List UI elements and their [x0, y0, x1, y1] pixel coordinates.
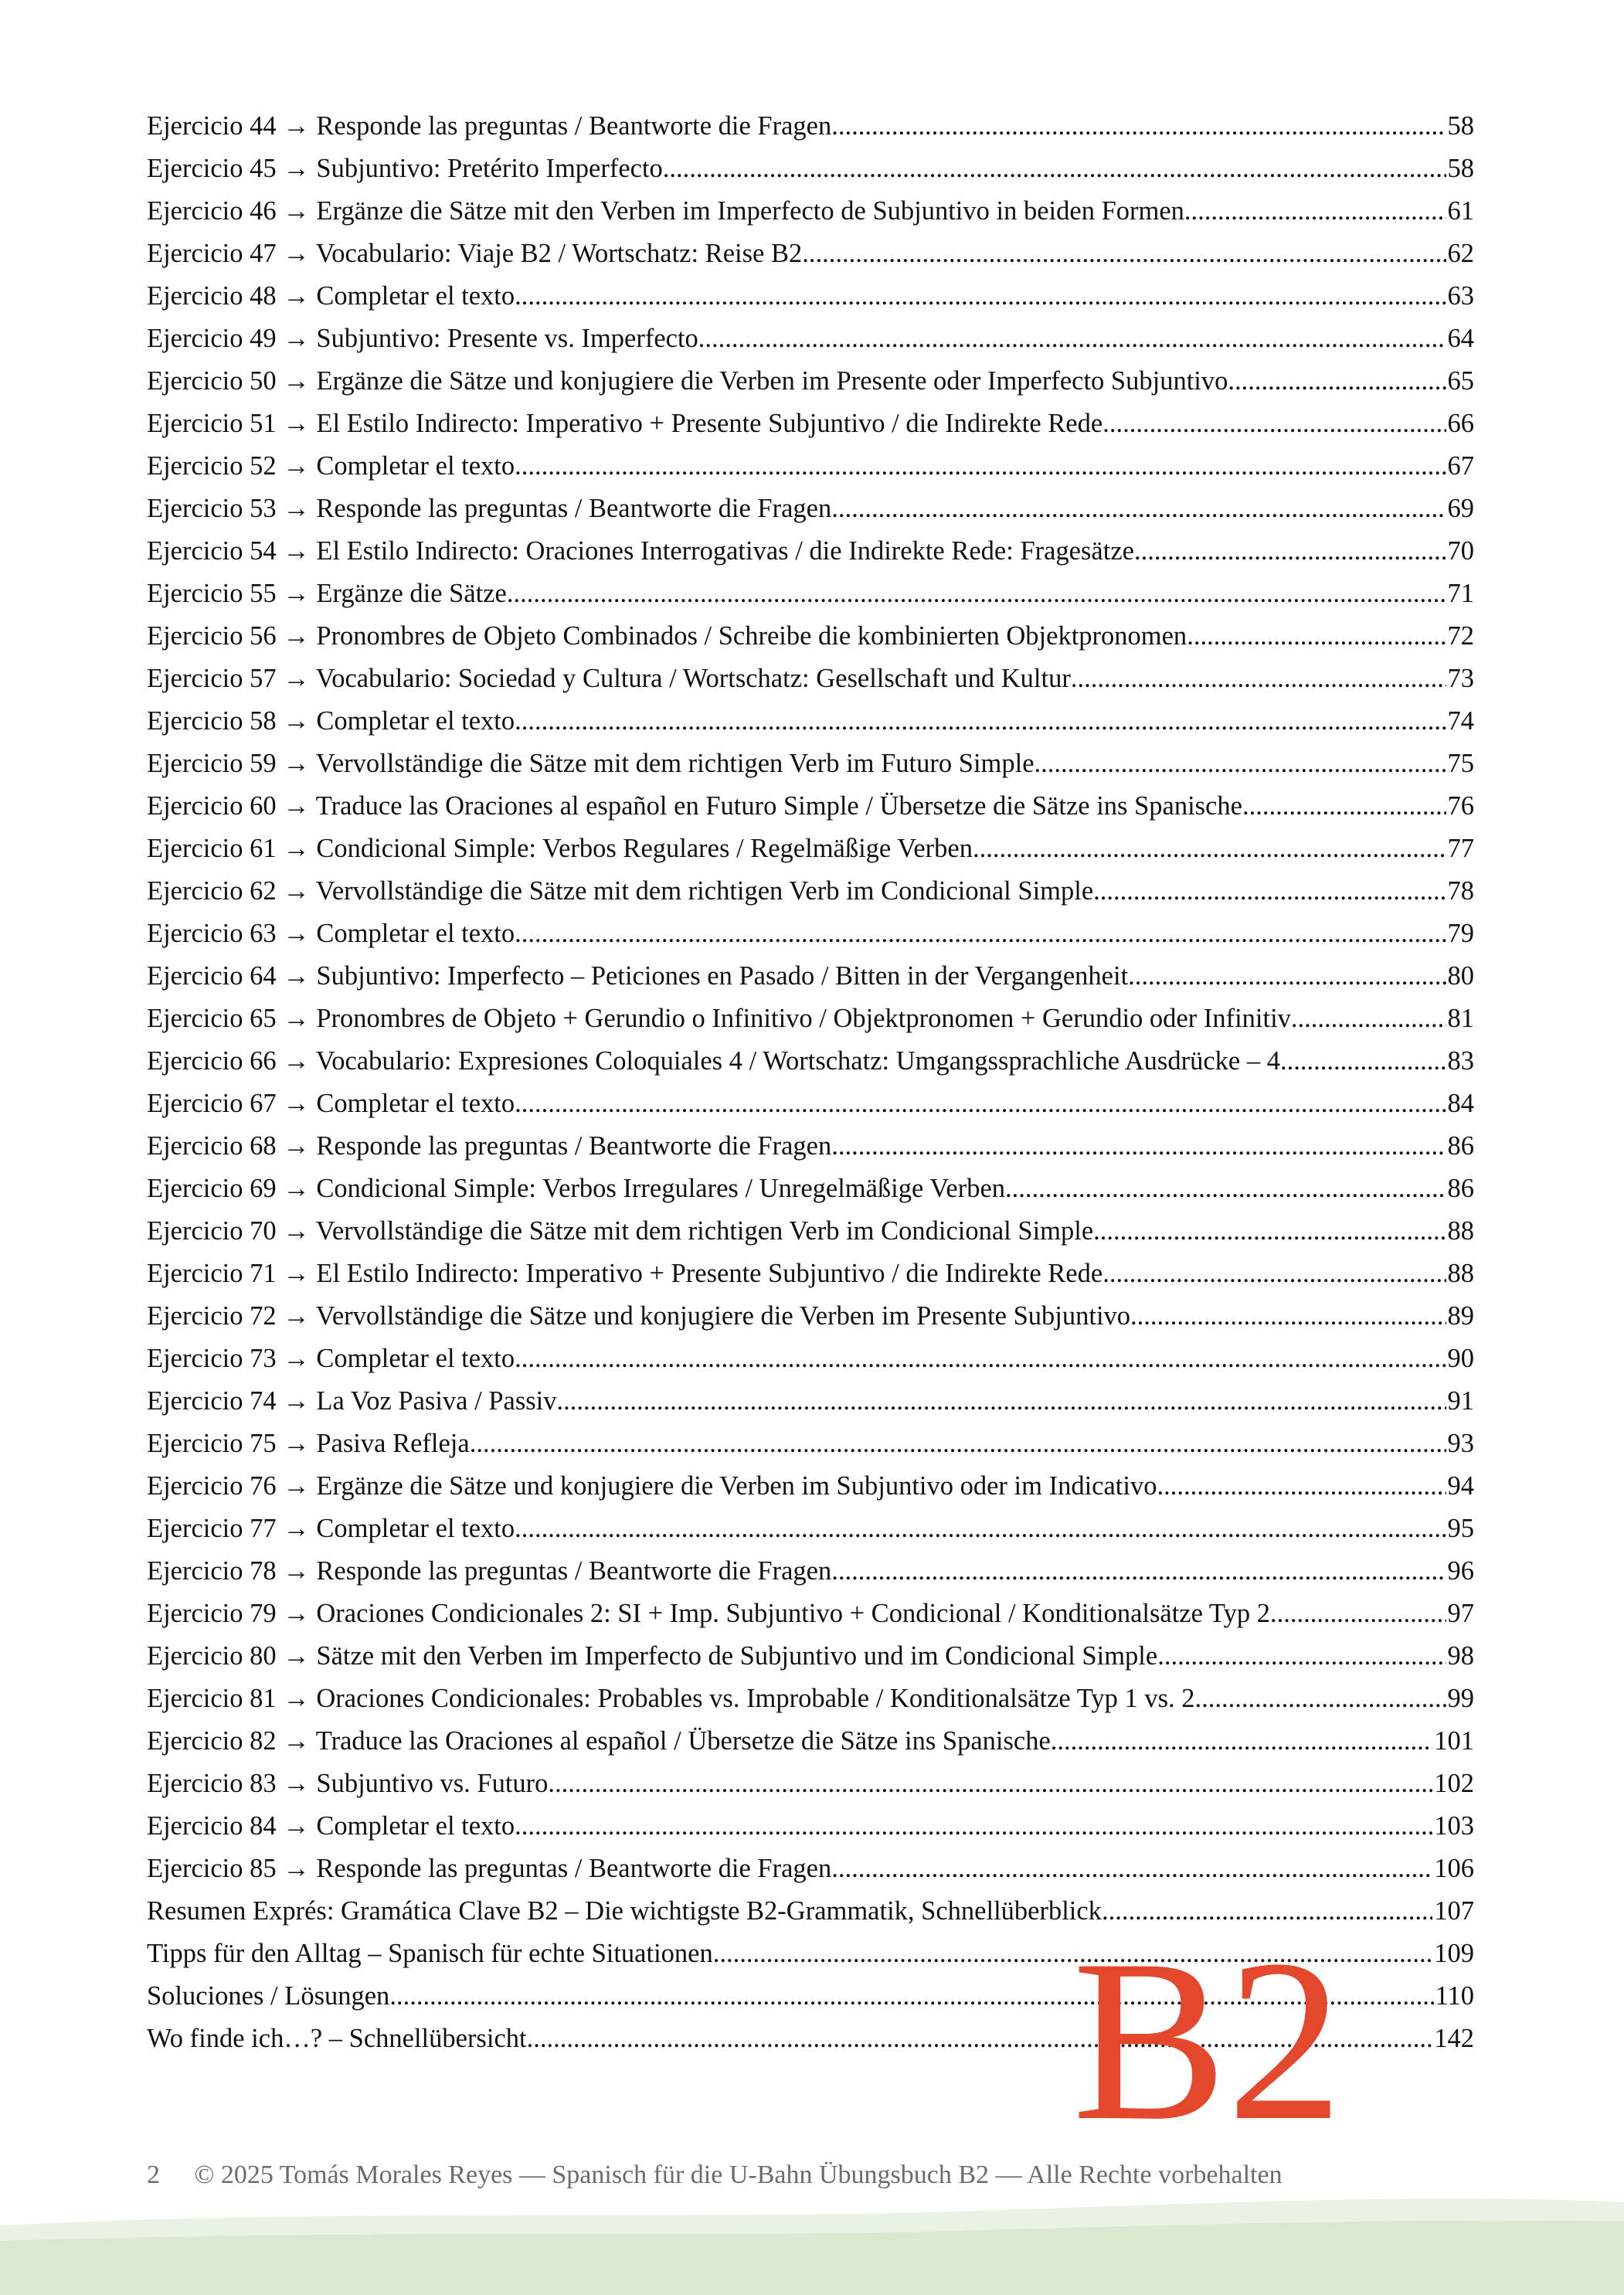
toc-leader-dots — [1093, 1210, 1446, 1253]
toc-entry-title: Ejercicio 76 → Ergänze die Sätze und konjugiere die Verben im Subjuntivo oder im Indicativo — [147, 1471, 1157, 1501]
toc-leader-dots — [515, 913, 1446, 955]
toc-entry[interactable] — [147, 1593, 1474, 1635]
toc-entry-page: 73 — [1447, 664, 1474, 693]
toc-entry-page: 74 — [1447, 706, 1474, 736]
toc-entry[interactable] — [147, 1465, 1474, 1508]
toc-entry-title: Resumen Exprés: Gramática Clave B2 – Die wichtigste B2-Grammatik, Schnellüberblick — [147, 1896, 1102, 1926]
toc-entry[interactable] — [147, 1125, 1474, 1168]
toc-entry-page: 72 — [1447, 621, 1474, 651]
toc-entry[interactable] — [147, 785, 1474, 828]
toc-leader-dots — [1228, 360, 1446, 403]
toc-entry-title: Ejercicio 52 → Completar el texto — [147, 451, 515, 481]
toc-entry-title: Ejercicio 84 → Completar el texto — [147, 1811, 515, 1841]
toc-entry[interactable] — [147, 658, 1474, 700]
toc-entry-title: Ejercicio 73 → Completar el texto — [147, 1344, 515, 1373]
footer-page-number: 2 — [147, 2161, 160, 2189]
toc-leader-dots — [515, 1083, 1446, 1125]
toc-entry-page: 86 — [1447, 1174, 1474, 1203]
toc-leader-dots — [1280, 1040, 1446, 1083]
footer-copyright: © 2025 Tomás Morales Reyes — Spanisch für die U-Bahn Übungsbuch B2 — Alle Rechte vorbehalten — [194, 2161, 1283, 2189]
toc-entry[interactable] — [147, 1635, 1474, 1678]
toc-entry-page: 88 — [1447, 1216, 1474, 1246]
toc-entry-title: Ejercicio 46 → Ergänze die Sätze mit den Verben im Imperfecto de Subjuntivo in beiden Formen — [147, 196, 1184, 226]
toc-entry-title: Ejercicio 61 → Condicional Simple: Verbos Regulares / Regelmäßige Verben — [147, 834, 973, 863]
toc-entry[interactable] — [147, 1423, 1474, 1465]
toc-entry-title: Ejercicio 64 → Subjuntivo: Imperfecto – Peticiones en Pasado / Bitten in der Vergangenheit — [147, 961, 1129, 991]
toc-entry-title: Ejercicio 58 → Completar el texto — [147, 706, 515, 736]
toc-entry-title: Ejercicio 77 → Completar el texto — [147, 1514, 515, 1543]
toc-entry-title: Ejercicio 66 → Vocabulario: Expresiones Coloquiales 4 / Wortschatz: Umgangssprachliche Ausdrücke – 4 — [147, 1046, 1280, 1076]
toc-leader-dots — [1184, 190, 1446, 233]
toc-entry-title: Ejercicio 63 → Completar el texto — [147, 919, 515, 948]
toc-entry[interactable] — [147, 403, 1474, 445]
toc-leader-dots — [557, 1380, 1446, 1423]
toc-leader-dots — [1102, 1253, 1446, 1295]
toc-leader-dots — [831, 1848, 1432, 1890]
table-of-contents — [147, 105, 1474, 2060]
toc-entry-page: 63 — [1447, 281, 1474, 311]
toc-leader-dots — [1005, 1168, 1446, 1210]
toc-entry[interactable] — [147, 828, 1474, 870]
toc-leader-dots — [515, 1338, 1446, 1380]
toc-leader-dots — [515, 1508, 1446, 1550]
toc-entry-title: Ejercicio 62 → Vervollständige die Sätze mit dem richtigen Verb im Condicional Simple — [147, 876, 1094, 906]
toc-entry[interactable] — [147, 1210, 1474, 1253]
toc-entry[interactable] — [147, 1805, 1474, 1848]
toc-leader-dots — [470, 1423, 1446, 1465]
toc-entry-page: 58 — [1447, 154, 1474, 183]
toc-entry[interactable] — [147, 870, 1474, 913]
toc-entry[interactable] — [147, 1763, 1474, 1805]
toc-entry[interactable] — [147, 530, 1474, 573]
toc-entry[interactable] — [147, 1380, 1474, 1423]
toc-entry-title: Ejercicio 67 → Completar el texto — [147, 1089, 515, 1118]
toc-entry-page: 99 — [1447, 1684, 1474, 1713]
toc-entry-page: 110 — [1435, 1981, 1474, 2011]
toc-leader-dots — [802, 233, 1446, 275]
toc-leader-dots — [1270, 1593, 1446, 1635]
toc-entry-page: 107 — [1434, 1896, 1474, 1926]
toc-leader-dots — [1157, 1465, 1446, 1508]
toc-entry-page: 62 — [1447, 239, 1474, 268]
toc-entry[interactable] — [147, 700, 1474, 743]
toc-entry-page: 64 — [1447, 324, 1474, 353]
toc-entry-title: Ejercicio 54 → El Estilo Indirecto: Oraciones Interrogativas / die Indirekte Rede: Fragesätze — [147, 536, 1134, 566]
toc-leader-dots — [973, 828, 1446, 870]
toc-entry-page: 95 — [1447, 1514, 1474, 1543]
toc-entry-title: Ejercicio 60 → Traduce las Oraciones al español en Futuro Simple / Übersetze die Sätze ins Spanische — [147, 791, 1242, 821]
footer-wave-decoration — [0, 2195, 1624, 2295]
toc-entry-page: 90 — [1447, 1344, 1474, 1373]
toc-entry-page: 98 — [1447, 1641, 1474, 1671]
toc-entry[interactable] — [147, 275, 1474, 318]
toc-entry-title: Ejercicio 57 → Vocabulario: Sociedad y Cultura / Wortschatz: Gesellschaft und Kultur — [147, 664, 1071, 693]
page-footer — [147, 2161, 1283, 2190]
toc-leader-dots — [698, 318, 1446, 360]
level-stamp: B2 — [1072, 1912, 1344, 2168]
toc-entry-page: 61 — [1447, 196, 1474, 226]
toc-entry[interactable] — [147, 360, 1474, 403]
toc-leader-dots — [1195, 1678, 1446, 1720]
toc-entry-page: 78 — [1447, 876, 1474, 906]
toc-entry[interactable] — [147, 573, 1474, 615]
toc-entry-title: Ejercicio 80 → Sätze mit den Verben im Imperfecto de Subjuntivo und im Condicional Simple — [147, 1641, 1158, 1671]
toc-entry-page: 86 — [1447, 1131, 1474, 1161]
toc-leader-dots — [515, 275, 1446, 318]
toc-leader-dots — [1187, 615, 1446, 658]
toc-entry-title: Ejercicio 82 → Traduce las Oraciones al español / Übersetze die Sätze ins Spanische — [147, 1726, 1051, 1756]
toc-entry-title: Ejercicio 68 → Responde las preguntas / Beantworte die Fragen — [147, 1131, 832, 1161]
toc-entry-title: Ejercicio 48 → Completar el texto — [147, 281, 515, 311]
toc-leader-dots — [1157, 1635, 1446, 1678]
toc-entry-page: 71 — [1447, 579, 1474, 608]
toc-entry-title: Ejercicio 49 → Subjuntivo: Presente vs. Imperfecto — [147, 324, 698, 353]
toc-entry[interactable] — [147, 318, 1474, 360]
toc-entry-title: Ejercicio 81 → Oraciones Condicionales: Probables vs. Improbable / Konditionalsätze Typ 1 vs. 2 — [147, 1684, 1195, 1713]
toc-entry-page: 67 — [1447, 451, 1474, 481]
toc-entry-title: Ejercicio 45 → Subjuntivo: Pretérito Imperfecto — [147, 154, 663, 183]
toc-leader-dots — [831, 488, 1446, 530]
toc-entry[interactable] — [147, 1295, 1474, 1338]
toc-entry-page: 70 — [1447, 536, 1474, 566]
toc-entry-title: Ejercicio 74 → La Voz Pasiva / Passiv — [147, 1386, 557, 1416]
toc-entry-title: Ejercicio 71 → El Estilo Indirecto: Imperativo + Presente Subjuntivo / die Indirekte Rede — [147, 1259, 1103, 1288]
toc-leader-dots — [1291, 998, 1446, 1040]
toc-entry-title: Ejercicio 53 → Responde las preguntas / Beantworte die Fragen — [147, 494, 832, 523]
toc-entry-page: 65 — [1447, 366, 1474, 396]
toc-entry[interactable] — [147, 1338, 1474, 1380]
toc-entry-title: Wo finde ich…? – Schnellübersicht — [147, 2024, 527, 2053]
toc-leader-dots — [1102, 403, 1446, 445]
toc-leader-dots — [1071, 658, 1446, 700]
toc-entry-page: 93 — [1447, 1429, 1474, 1458]
toc-entry[interactable] — [147, 998, 1474, 1040]
toc-entry-page: 101 — [1434, 1726, 1474, 1756]
toc-entry-page: 89 — [1447, 1301, 1474, 1331]
toc-entry[interactable] — [147, 190, 1474, 233]
toc-entry-title: Ejercicio 83 → Subjuntivo vs. Futuro — [147, 1769, 549, 1798]
toc-entry-page: 106 — [1434, 1854, 1474, 1883]
toc-entry-title: Ejercicio 47 → Vocabulario: Viaje B2 / Wortschatz: Reise B2 — [147, 239, 803, 268]
toc-entry-title: Ejercicio 55 → Ergänze die Sätze — [147, 579, 507, 608]
toc-entry-title: Ejercicio 44 → Responde las preguntas / Beantworte die Fragen — [147, 111, 832, 141]
toc-leader-dots — [515, 700, 1446, 743]
toc-entry-title: Ejercicio 85 → Responde las preguntas / Beantworte die Fragen — [147, 1854, 832, 1883]
toc-entry[interactable] — [147, 955, 1474, 998]
toc-entry-page: 79 — [1447, 919, 1474, 948]
toc-entry-page: 58 — [1447, 111, 1474, 141]
toc-entry-title: Ejercicio 75 → Pasiva Refleja — [147, 1429, 470, 1458]
toc-leader-dots — [663, 148, 1446, 190]
toc-entry-title: Soluciones / Lösungen — [147, 1981, 390, 2011]
toc-entry[interactable] — [147, 1040, 1474, 1083]
toc-entry-page: 76 — [1447, 791, 1474, 821]
toc-leader-dots — [831, 1125, 1446, 1168]
toc-entry-title: Ejercicio 69 → Condicional Simple: Verbos Irregulares / Unregelmäßige Verben — [147, 1174, 1006, 1203]
toc-leader-dots — [1134, 530, 1446, 573]
toc-leader-dots — [1130, 1295, 1446, 1338]
toc-entry-page: 69 — [1447, 494, 1474, 523]
toc-entry-page: 84 — [1447, 1089, 1474, 1118]
toc-entry-page: 103 — [1434, 1811, 1474, 1841]
toc-entry-page: 88 — [1447, 1259, 1474, 1288]
toc-entry[interactable] — [147, 1168, 1474, 1210]
toc-entry-page: 81 — [1447, 1004, 1474, 1033]
toc-entry[interactable] — [147, 1720, 1474, 1763]
toc-entry[interactable] — [147, 445, 1474, 488]
toc-entry-page: 94 — [1447, 1471, 1474, 1501]
toc-leader-dots — [831, 105, 1446, 148]
toc-entry-page: 96 — [1447, 1556, 1474, 1586]
toc-leader-dots — [507, 573, 1446, 615]
toc-leader-dots — [831, 1550, 1446, 1593]
toc-leader-dots — [1128, 955, 1446, 998]
toc-entry[interactable] — [147, 1508, 1474, 1550]
toc-entry-page: 91 — [1447, 1386, 1474, 1416]
toc-entry[interactable] — [147, 1550, 1474, 1593]
toc-entry[interactable] — [147, 615, 1474, 658]
toc-entry[interactable] — [147, 913, 1474, 955]
toc-entry[interactable] — [147, 1848, 1474, 1890]
toc-entry-title: Ejercicio 79 → Oraciones Condicionales 2: SI + Imp. Subjuntivo + Condicional / Konditionalsätze Typ 2 — [147, 1599, 1270, 1628]
toc-entry-title: Ejercicio 78 → Responde las preguntas / Beantworte die Fragen — [147, 1556, 832, 1586]
toc-entry[interactable] — [147, 743, 1474, 785]
toc-leader-dots — [1093, 870, 1446, 913]
toc-entry-page: 80 — [1447, 961, 1474, 991]
toc-entry-page: 75 — [1447, 749, 1474, 778]
toc-entry-title: Ejercicio 70 → Vervollständige die Sätze mit dem richtigen Verb im Condicional Simple — [147, 1216, 1094, 1246]
toc-entry-title: Ejercicio 56 → Pronombres de Objeto Combinados / Schreibe die kombinierten Objektpronomen — [147, 621, 1187, 651]
toc-leader-dots — [1035, 743, 1446, 785]
toc-entry[interactable] — [147, 233, 1474, 275]
toc-entry-page: 83 — [1447, 1046, 1474, 1076]
toc-entry[interactable] — [147, 1083, 1474, 1125]
toc-entry[interactable] — [147, 1253, 1474, 1295]
toc-entry-title: Ejercicio 51 → El Estilo Indirecto: Imperativo + Presente Subjuntivo / die Indirekte Rede — [147, 409, 1103, 438]
toc-entry-title: Ejercicio 65 → Pronombres de Objeto + Gerundio o Infinitivo / Objektpronomen + Gerundio oder Infinitiv — [147, 1004, 1291, 1033]
toc-leader-dots — [515, 445, 1446, 488]
toc-entry[interactable] — [147, 105, 1474, 148]
toc-entry-title: Ejercicio 50 → Ergänze die Sätze und konjugiere die Verben im Presente oder Imperfecto Subjuntivo — [147, 366, 1228, 396]
toc-entry[interactable] — [147, 148, 1474, 190]
toc-entry-page: 142 — [1434, 2024, 1474, 2053]
toc-entry-title: Ejercicio 72 → Vervollständige die Sätze und konjugiere die Verben im Presente Subjuntivo — [147, 1301, 1131, 1331]
toc-entry-title: Ejercicio 59 → Vervollständige die Sätze mit dem richtigen Verb im Futuro Simple — [147, 749, 1035, 778]
toc-entry[interactable] — [147, 488, 1474, 530]
toc-leader-dots — [548, 1763, 1432, 1805]
toc-entry[interactable] — [147, 1678, 1474, 1720]
toc-entry-page: 66 — [1447, 409, 1474, 438]
toc-entry-title: Tipps für den Alltag – Spanisch für echte Situationen — [147, 1939, 713, 1968]
toc-leader-dots — [1051, 1720, 1432, 1763]
toc-leader-dots — [1242, 785, 1446, 828]
toc-entry-page: 102 — [1434, 1769, 1474, 1798]
toc-entry-page: 97 — [1447, 1599, 1474, 1628]
toc-leader-dots — [515, 1805, 1432, 1848]
toc-entry-page: 109 — [1434, 1939, 1474, 1968]
toc-entry-page: 77 — [1447, 834, 1474, 863]
